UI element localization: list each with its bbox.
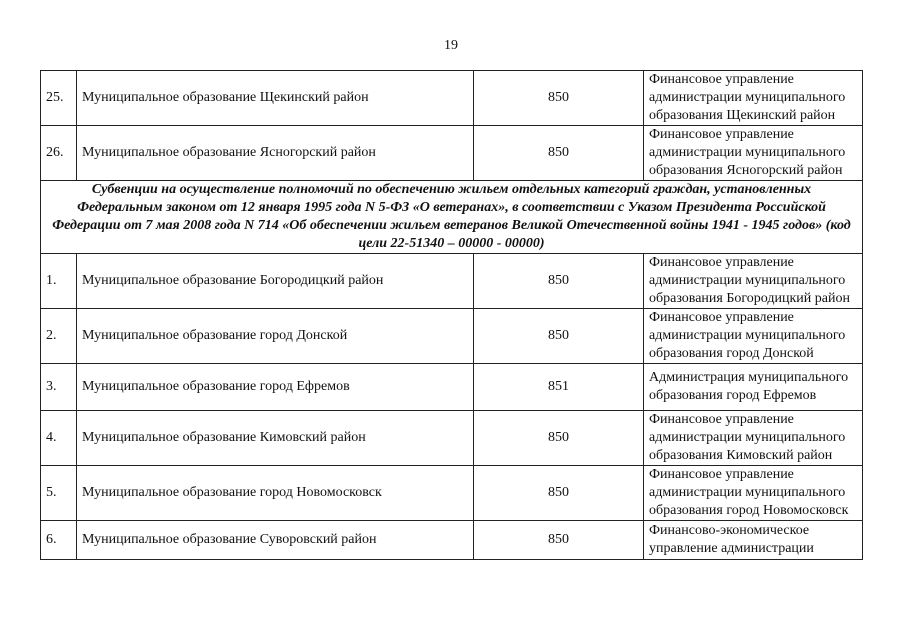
row-number: 5. xyxy=(41,466,77,521)
section-heading-row xyxy=(41,181,863,254)
table-row xyxy=(41,254,863,309)
page-number: 19 xyxy=(444,38,458,53)
row-number: 3. xyxy=(41,364,77,411)
administrator: Финансовое управление администрации муниципального образования Щекинский район xyxy=(644,71,863,126)
municipality-name: Муниципальное образование Богородицкий район xyxy=(77,254,474,309)
allocation-table xyxy=(40,70,863,560)
row-number: 26. xyxy=(41,126,77,181)
section-heading: Субвенции на осуществление полномочий по обеспечению жильем отдельных категорий граждан, установленных Федеральным законом от 12 января 1995 года N 5-ФЗ «О ветеранах», в соответствии с Указом Президента Российской Федерации от 7 мая 2008 года N 714 «Об обеспечении жильем ветеранов Великой Отечественной войны 1941 - 1945 годов» (код цели 22-51340 – 00000 - 00000) xyxy=(41,181,863,254)
row-number: 2. xyxy=(41,309,77,364)
table-row xyxy=(41,126,863,181)
budget-code: 850 xyxy=(474,126,644,181)
table-row xyxy=(41,71,863,126)
budget-code: 850 xyxy=(474,521,644,560)
municipality-name: Муниципальное образование город Ефремов xyxy=(77,364,474,411)
municipality-name: Муниципальное образование город Новомосковск xyxy=(77,466,474,521)
budget-code: 851 xyxy=(474,364,644,411)
row-number: 1. xyxy=(41,254,77,309)
administrator: Финансовое управление администрации муниципального образования Кимовский район xyxy=(644,411,863,466)
administrator: Финансовое управление администрации муниципального образования Богородицкий район xyxy=(644,254,863,309)
table-row xyxy=(41,364,863,411)
municipality-name: Муниципальное образование Щекинский район xyxy=(77,71,474,126)
table-row xyxy=(41,521,863,560)
municipality-name: Муниципальное образование город Донской xyxy=(77,309,474,364)
municipality-name: Муниципальное образование Ясногорский район xyxy=(77,126,474,181)
table-row xyxy=(41,411,863,466)
budget-code: 850 xyxy=(474,309,644,364)
table-row xyxy=(41,309,863,364)
row-number: 6. xyxy=(41,521,77,560)
administrator: Финансовое управление администрации муниципального образования город Новомосковск xyxy=(644,466,863,521)
municipality-name: Муниципальное образование Кимовский район xyxy=(77,411,474,466)
administrator: Финансовое управление администрации муниципального образования город Донской xyxy=(644,309,863,364)
row-number: 25. xyxy=(41,71,77,126)
administrator: Финансовое управление администрации муниципального образования Ясногорский район xyxy=(644,126,863,181)
municipality-name: Муниципальное образование Суворовский район xyxy=(77,521,474,560)
budget-code: 850 xyxy=(474,254,644,309)
budget-code: 850 xyxy=(474,466,644,521)
administrator: Финансово-экономическое управление администрации xyxy=(644,521,863,560)
row-number: 4. xyxy=(41,411,77,466)
budget-code: 850 xyxy=(474,411,644,466)
table-row xyxy=(41,466,863,521)
administrator: Администрация муниципального образования город Ефремов xyxy=(644,364,863,411)
budget-code: 850 xyxy=(474,71,644,126)
